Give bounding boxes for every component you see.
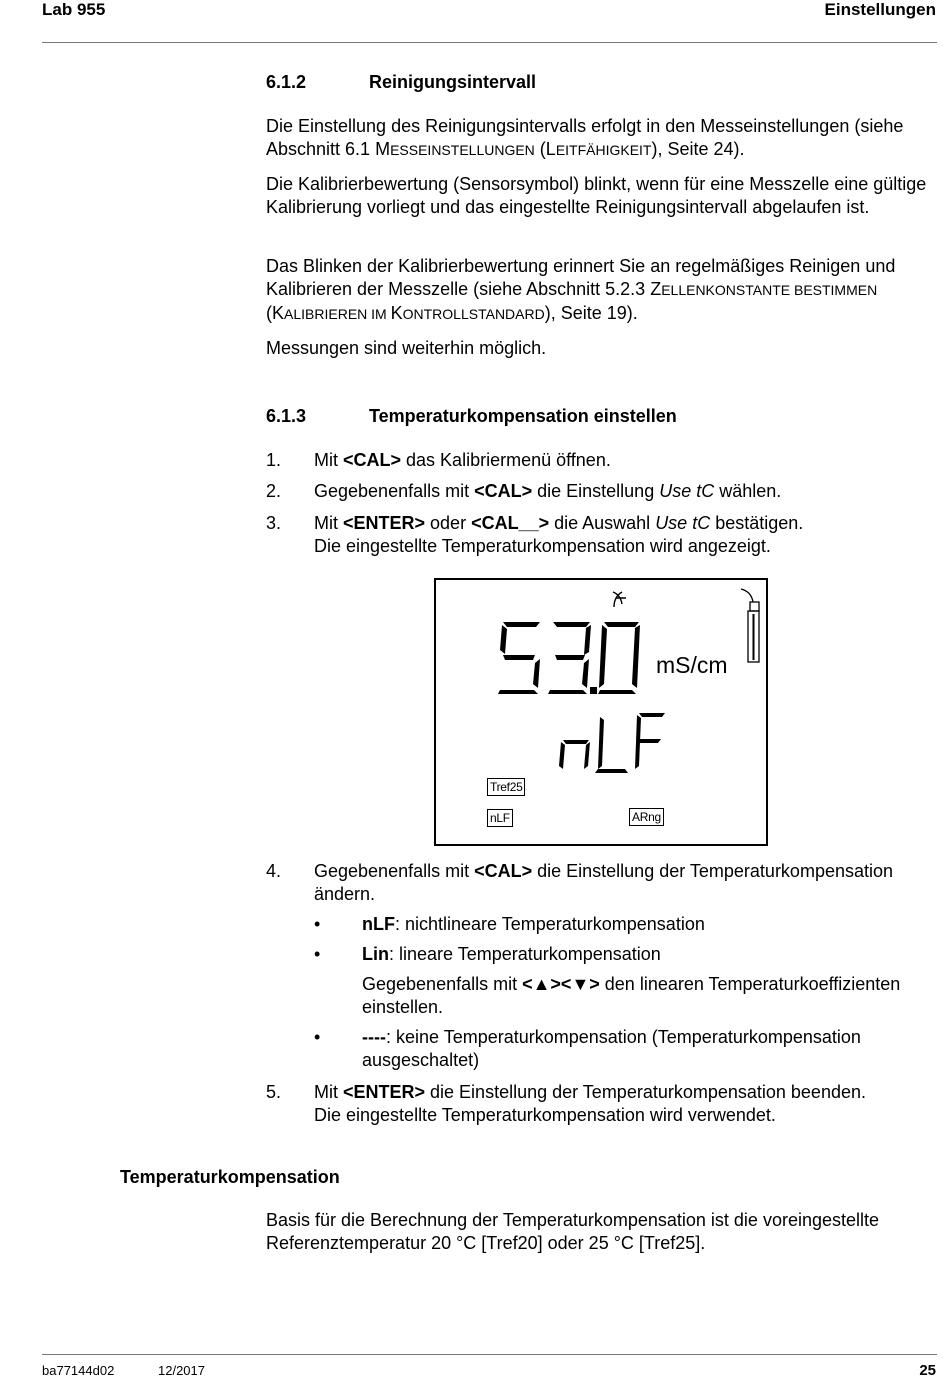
step-number: 3. — [266, 513, 282, 533]
paragraph: Das Blinken der Kalibrierbewertung erinnert Sie an regelmäßiges Reinigen und Kalibrieren der Messzelle (siehe Abschnitt 5.2.3 ZELLENKONSTANTE BESTIMMEN (KALIBRIEREN IM KONTROLLSTANDARD), Seite 19). — [266, 256, 896, 323]
tref-indicator: Tref25 — [487, 778, 525, 796]
lcd-segments — [436, 580, 766, 844]
bullet-mark: • — [314, 914, 321, 934]
bullet-mark: • — [314, 944, 321, 964]
lcd-unit-label: mS/cm — [656, 652, 728, 678]
tc-mode-indicator: nLF — [487, 809, 513, 827]
step-text: Gegebenenfalls mit <CAL> die Einstellung Use tC wählen. — [314, 481, 782, 501]
running-header-left: Lab 955 — [42, 0, 106, 19]
bullet-subtext: Gegebenenfalls mit <▲><▼> den linearen Temperaturkoeffizienten einstellen. — [362, 974, 901, 1017]
margin-heading: Temperaturkompensation — [120, 1167, 340, 1187]
autorange-indicator: ARng — [629, 808, 664, 826]
bullet-text: Lin: lineare Temperaturkompensation — [362, 944, 661, 964]
section-number: 6.1.2 — [266, 72, 307, 92]
step-text: Mit <ENTER> die Einstellung der Temperaturkompensation beenden. Die eingestellte Temperaturkompensation wird verwendet. — [314, 1082, 866, 1125]
seven-segment-mode — [559, 713, 665, 773]
paragraph: Die Einstellung des Reinigungsintervalls erfolgt in den Messeinstellungen (siehe Abschnitt 6.1 MESSEINSTELLUNGEN (LEITFÄHIGKEIT), Seite 24). — [266, 116, 904, 159]
step-text: Mit <CAL> das Kalibriermenü öffnen. — [314, 450, 611, 470]
footer-rule — [42, 1354, 937, 1355]
header-rule — [42, 42, 937, 43]
paragraph: Basis für die Berechnung der Temperaturkompensation ist die voreingestellte Referenztemperatur 20 °C [Tref20] oder 25 °C [Tref25]. — [266, 1210, 880, 1253]
step-number: 1. — [266, 450, 282, 470]
step-number: 4. — [266, 861, 282, 881]
running-header-right: Einstellungen — [824, 0, 936, 19]
section-title: Temperaturkompensation einstellen — [369, 406, 677, 426]
bullet-text: nLF: nichtlineare Temperaturkompensation — [362, 914, 705, 934]
paragraph: Die Kalibrierbewertung (Sensorsymbol) blinkt, wenn für eine Messzelle eine gültige Kalibrierung vorliegt und das eingestellte Reinigungsintervall abgelaufen ist. — [266, 174, 927, 217]
bullet-mark: • — [314, 1027, 321, 1047]
section-title: Reinigungsintervall — [369, 72, 537, 92]
step-number: 2. — [266, 481, 282, 501]
bullet-text: ----: keine Temperaturkompensation (Temperaturkompensation ausgeschaltet) — [362, 1027, 861, 1070]
step-number: 5. — [266, 1082, 282, 1102]
step-text: Mit <ENTER> oder <CAL__> die Auswahl Use tC bestätigen. Die eingestellte Temperaturkompensation wird angezeigt. — [314, 513, 804, 556]
lcd-display — [434, 578, 768, 846]
probe-icon — [741, 589, 759, 662]
doc-date: 12/2017 — [158, 1363, 205, 1378]
calibration-rating-icon — [613, 592, 626, 607]
section-number: 6.1.3 — [266, 406, 307, 426]
page-number: 25 — [919, 1362, 936, 1379]
paragraph: Messungen sind weiterhin möglich. — [266, 338, 547, 358]
step-text: Gegebenenfalls mit <CAL> die Einstellung der Temperaturkompensation ändern. — [314, 861, 894, 904]
seven-segment-value — [498, 622, 640, 694]
doc-number: ba77144d02 — [42, 1363, 115, 1378]
